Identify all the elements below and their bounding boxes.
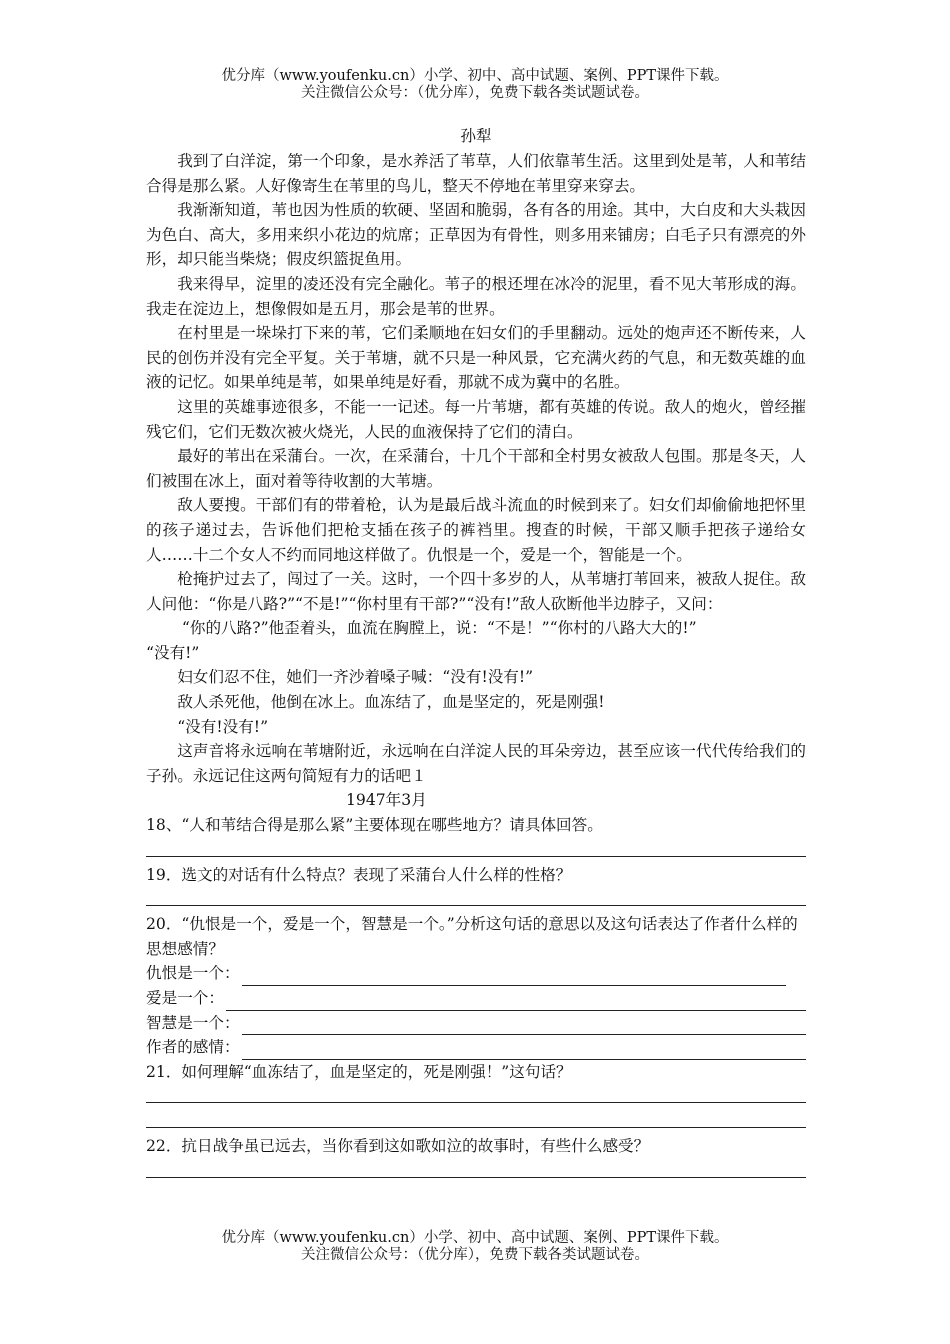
- answer-blank[interactable]: [242, 1018, 806, 1035]
- fill-label: 爱是一个：: [146, 989, 224, 1007]
- article-date: 1947年3月: [346, 791, 427, 810]
- answer-line-21a[interactable]: [146, 1084, 806, 1103]
- dialogue-line: “没有!”: [146, 643, 200, 662]
- answer-blank[interactable]: [242, 1043, 806, 1060]
- article-paragraph: 敌人杀死他，他倒在冰上。血冻结了，血是坚定的，死是刚强!: [177, 693, 605, 712]
- answer-line-19[interactable]: [146, 887, 806, 906]
- answer-line-22[interactable]: [146, 1159, 806, 1178]
- footer-line-1: 优分库（www.youfenku.cn）小学、初中、高中试题、案例、PPT课件下载。: [221, 1230, 729, 1246]
- article-paragraph: 在村里是一垛垛打下来的苇，它们柔顺地在妇女们的手里翻动。远处的炮声还不断传来，人民的创伤并没有完全平复。关于苇塘，就不只是一种风景，它充满火药的气息，和无数英雄的血液的记忆。如果单纯是苇，如果单纯是好看，那就不成为冀中的名胜。: [146, 324, 806, 392]
- article-paragraph: 我来得早，淀里的凌还没有完全融化。苇子的根还埋在冰冷的泥里，看不见大苇形成的海。我走在淀边上，想像假如是五月，那会是苇的世界。: [146, 274, 806, 318]
- question-20: 20．“仇恨是一个，爱是一个，智慧是一个。”分析这句话的意思以及这句话表达了作者什么样的思想感情？: [146, 915, 798, 958]
- page-header: [0, 68, 950, 102]
- question-19: 19．选文的对话有什么特点？表现了采蒲台人什么样的性格？: [146, 865, 572, 884]
- question-21: 21．如何理解“血冻结了，血是坚定的，死是刚强！”这句话？: [146, 1062, 572, 1081]
- answer-blank[interactable]: [226, 994, 806, 1011]
- article-paragraph: 最好的苇出在采蒲台。一次，在采蒲台，十几个干部和全村男女被敌人包围。那是冬天，人们被围在冰上，面对着等待收割的大苇塘。: [146, 447, 806, 490]
- fill-row-hatred: [146, 961, 806, 986]
- article-paragraph: 这里的英雄事迹很多，不能一一记述。每一片苇塘，都有英雄的传说。敌人的炮火，曾经摧残它们，它们无数次被火烧光，人民的血液保持了它们的清白。: [146, 397, 806, 441]
- answer-line-18[interactable]: [146, 838, 806, 857]
- article-paragraph: 敌人要搜。干部们有的带着枪，认为是最后战斗流血的时候到来了。妇女们却偷偷地把怀里的孩子递过去，告诉他们把枪支插在孩子的裤裆里。搜查的时候，干部又顺手把孩子递给女人……十二个女人不约而同地这样做了。仇恨是一个，爱是一个，智能是一个。: [146, 496, 806, 564]
- article-paragraph: “没有!没有!”: [177, 717, 269, 736]
- fill-label: 智慧是一个：: [146, 1013, 240, 1032]
- answer-line-21b[interactable]: [146, 1109, 806, 1128]
- article-paragraph: 这声音将永远响在苇塘附近，永远响在白洋淀人民的耳朵旁边，甚至应该一代代传给我们的子孙。永远记住这两句简短有力的话吧１: [146, 742, 806, 785]
- header-line-2: 关注微信公众号：（优分库），免费下载各类试题试卷。: [301, 85, 649, 101]
- fill-label: 作者的感情：: [146, 1038, 240, 1057]
- fill-label: 仇恨是一个：: [146, 964, 240, 983]
- fill-row-love: [146, 986, 806, 1011]
- article-paragraph: 我到了白洋淀，第一个印象，是水养活了苇草，人们依靠苇生活。这里到处是苇，人和苇结合得是那么紧。人好像寄生在苇里的鸟儿，整天不停地在苇里穿来穿去。: [146, 152, 806, 195]
- article-paragraph: 我渐渐知道，苇也因为性质的软硬、坚固和脆弱，各有各的用途。其中，大白皮和大头栽因为色白、高大，多用来织小花边的炕席；正草因为有骨性，则多用来铺房；白毛子只有漂亮的外形，却只能当柴烧；假皮织篮捉鱼用。: [146, 201, 806, 269]
- fill-row-wisdom: [146, 1011, 806, 1036]
- header-line-1: 优分库（www.youfenku.cn）小学、初中、高中试题、案例、PPT课件下载。: [221, 68, 729, 84]
- footer-line-2: 关注微信公众号：（优分库），免费下载各类试题试卷。: [301, 1247, 649, 1263]
- article-paragraph: 妇女们忍不住，她们一齐沙着嗓子喊：“没有!没有!”: [177, 668, 534, 687]
- answer-blank[interactable]: [242, 969, 786, 986]
- article-author: 孙犁: [460, 127, 492, 145]
- page-footer: [0, 1230, 950, 1264]
- fill-row-feeling: [146, 1035, 806, 1060]
- question-22: 22．抗日战争虽已远去，当你看到这如歌如泣的故事时，有些什么感受？: [146, 1137, 650, 1156]
- question-18: 18、“人和苇结合得是那么紧”主要体现在哪些地方？请具体回答。: [146, 816, 603, 835]
- document-body: [146, 124, 806, 1184]
- dialogue-line: “你的八路?”他歪着头，血流在胸膛上，说：“不是！”“你村的八路大大的!”: [181, 619, 697, 638]
- article-paragraph: 枪掩护过去了，闯过了一关。这时，一个四十多岁的人，从苇塘打苇回来，被敌人捉住。敌人问他：“你是八路?”“不是!”“你村里有干部?”“没有!”敌人砍断他半边脖子，又问：: [146, 570, 806, 613]
